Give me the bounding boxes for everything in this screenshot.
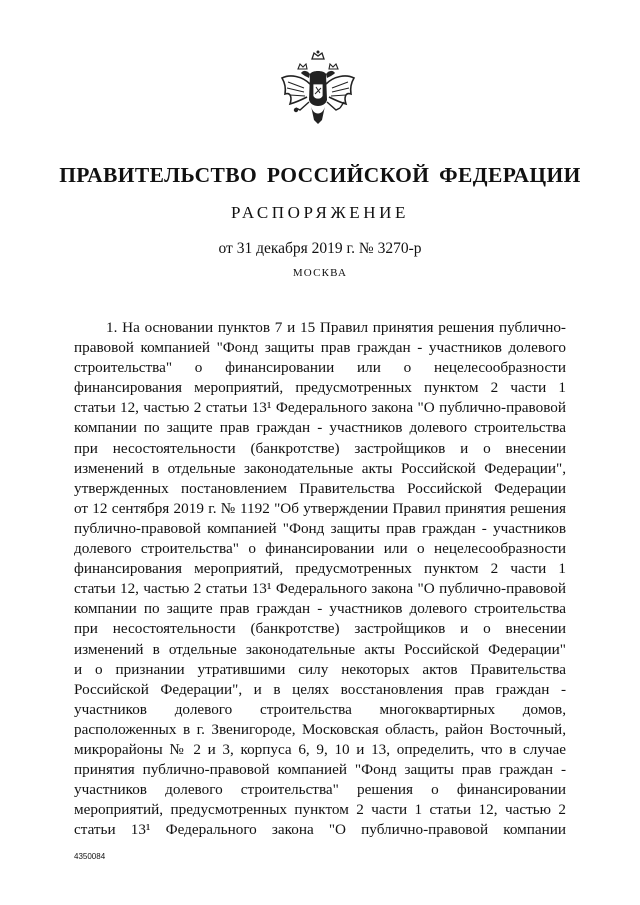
body-line: от 12 сентября 2019 г. № 1192 "Об утверждении Правил принятия решения [74,499,566,517]
body-line: при несостоятельности (банкротстве) застройщиков и о внесении [74,620,566,638]
body-line: финансирования мероприятий, предусмотренных пунктом 2 части 1 [74,379,566,397]
body-line: публично-правовой компанией "Фонд защиты прав граждан - участников [74,519,566,537]
body-line: долевого строительства" о финансировании или о нецелесообразности [74,540,566,558]
body-line: статьи 13¹ Федерального закона "О публично-правовой компании [74,821,566,839]
body-line: компании по защите прав граждан - участников долевого строительства [74,600,566,618]
body-line: и о признании утратившими силу некоторых актов Правительства [74,660,566,678]
body-line: компании по защите прав граждан - участников долевого строительства [74,419,566,437]
government-title: ПРАВИТЕЛЬСТВО РОССИЙСКОЙ ФЕДЕРАЦИИ [59,163,581,187]
document-body [74,318,566,840]
body-line: при несостоятельности (банкротстве) застройщиков и о внесении [74,439,566,457]
body-line: статьи 12, частью 2 статьи 13¹ Федерального закона "О публично-правовой [74,399,566,417]
body-line: расположенных в г. Звенигороде, Московская область, район Восточный, [74,720,566,738]
document-type: РАСПОРЯЖЕНИЕ [230,203,410,222]
body-line: 1. На основании пунктов 7 и 15 Правил принятия решения публично- [106,319,566,336]
body-line: Российской Федерации", и в целях восстановления прав граждан - [74,680,566,698]
body-line: принятия публично-правовой компанией "Фонд защиты прав граждан - [74,761,566,779]
body-line: статьи 12, частью 2 статьи 13¹ Федерального закона "О публично-правовой [74,580,566,598]
body-line: изменений в отдельные законодательные акты Российской Федерации", [74,459,566,477]
body-line: микрорайоны № 2 и 3, корпуса 6, 9, 10 и 13, определить, что в случае [74,740,566,758]
document-date-number: от 31 декабря 2019 г. № 3270-р [218,240,422,257]
body-line: изменений в отдельные законодательные акты Российской Федерации" [74,640,566,658]
body-line: финансирования мероприятий, предусмотренных пунктом 2 части 1 [74,560,566,578]
body-line: участников долевого строительства" решения о финансировании [74,781,566,799]
body-line: правовой компанией "Фонд защиты прав граждан - участников долевого [74,339,566,357]
body-line: строительства" о финансировании или о нецелесообразности [74,359,566,377]
document-city: МОСКВА [292,267,348,279]
body-line: участников долевого строительства многоквартирных домов, [74,700,566,718]
body-line: утвержденных постановлением Правительства Российской Федерации [74,479,566,497]
document-code: 4350084 [74,852,106,861]
russian-coat-of-arms-icon [276,50,360,142]
body-line: мероприятий, предусмотренных пунктом 2 части 1 статьи 12, частью 2 [74,801,566,819]
